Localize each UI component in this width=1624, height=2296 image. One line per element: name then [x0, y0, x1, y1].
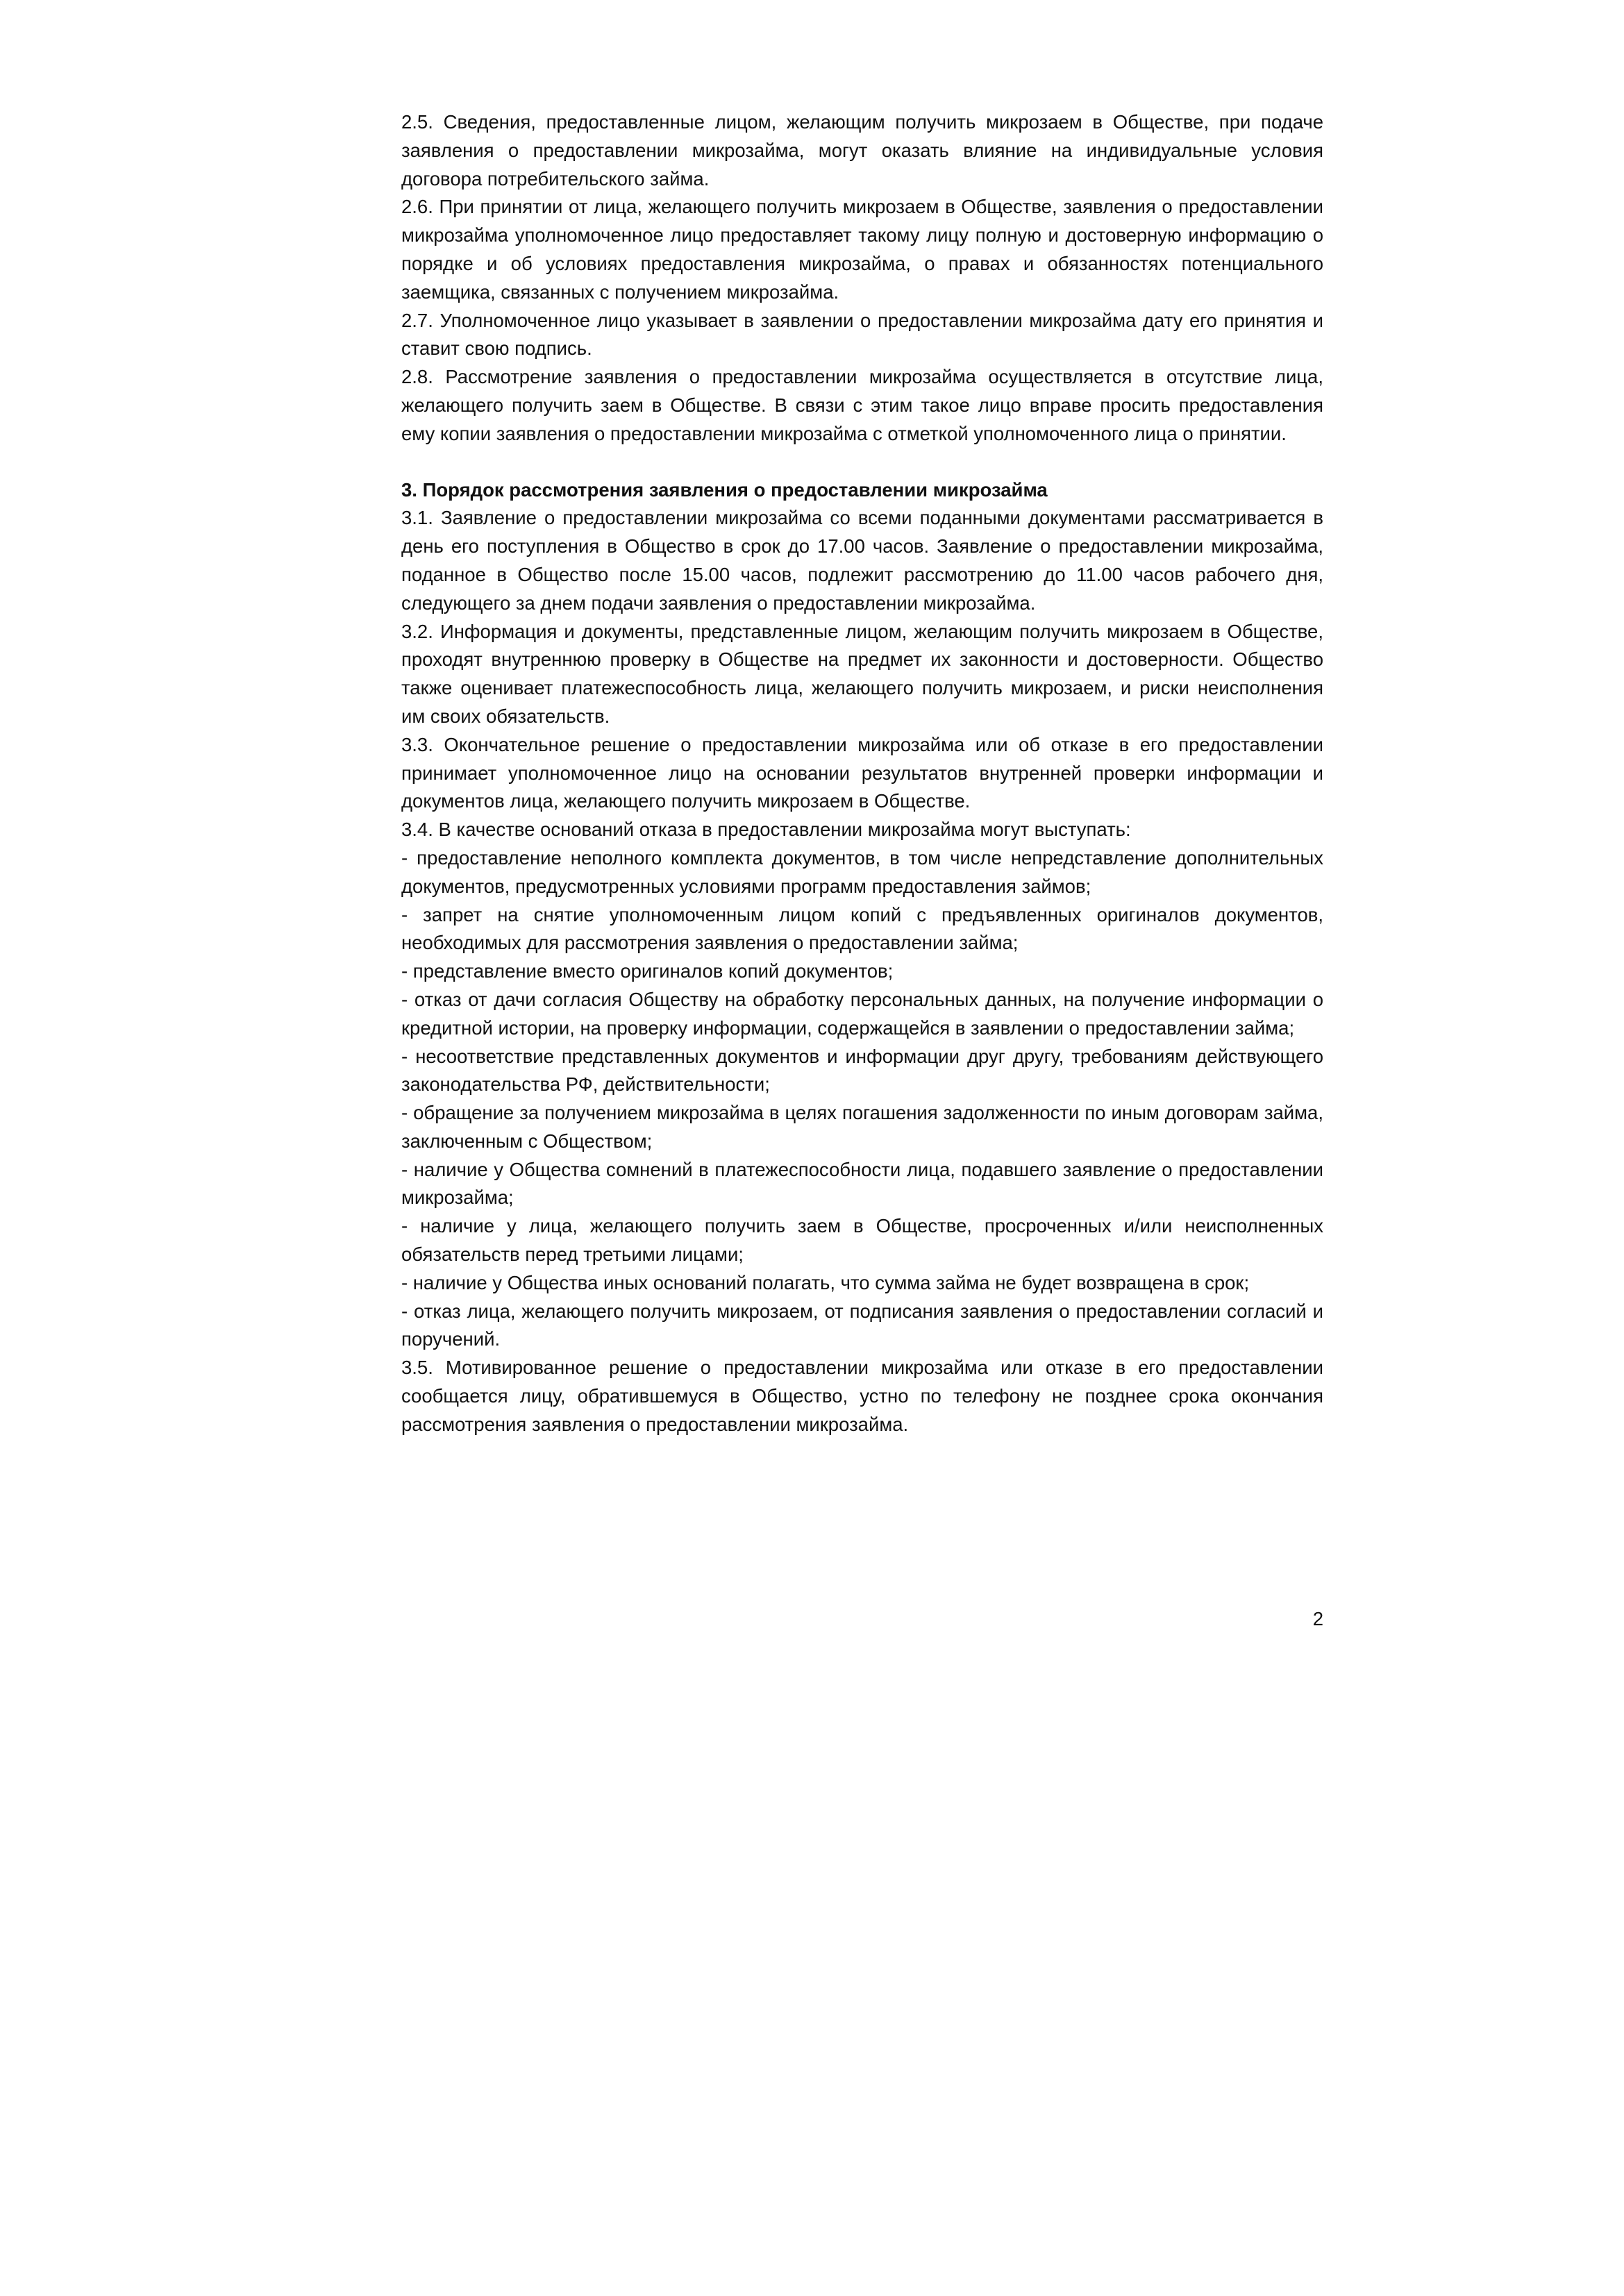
section-3-heading: 3. Порядок рассмотрения заявления о предоставлении микрозайма: [401, 478, 1048, 501]
list-item-incomplete-documents: - предоставление неполного комплекта документов, в том числе непредставление дополнительных документов, предусмотренных условиями программ предоставления займов;: [401, 846, 1323, 897]
paragraph-3-2: 3.2. Информация и документы, представленные лицом, желающим получить микрозаем в Обществе, проходят внутреннюю проверку в Обществе на предмет их законности и достоверности. Общество также оценивает платежеспособность лица, желающего получить микрозаем, и риски неисполнения им своих обязательств.: [401, 620, 1323, 727]
paragraphs-section-3: [401, 504, 1323, 1439]
paragraph-3-5: 3.5. Мотивированное решение о предоставлении микрозайма или отказе в его предоставлении сообщается лицу, обратившемуся в Общество, устно по телефону не позднее срока окончания рассмотрения заявления о предоставлении микрозайма.: [401, 1357, 1323, 1435]
paragraph-2-7: 2.7. Уполномоченное лицо указывает в заявлении о предоставлении микрозайма дату его принятия и ставит свою подпись.: [401, 309, 1323, 360]
paragraph-2-5: 2.5. Сведения, предоставленные лицом, желающим получить микрозаем в Обществе, при подаче заявления о предоставлении микрозайма, могут оказать влияние на индивидуальные условия договора потребительского займа.: [401, 111, 1323, 190]
page-number: 2: [1312, 1608, 1323, 1629]
list-item-solvency-doubts: - наличие у Общества сомнений в платежеспособности лица, подавшего заявление о предоставлении микрозайма;: [401, 1158, 1323, 1209]
list-item-consent-refusal: - отказ от дачи согласия Обществу на обработку персональных данных, на получение информации о кредитной истории, на проверку информации, содержащейся в заявлении о предоставлении займа;: [401, 988, 1323, 1039]
document-page: [401, 108, 1323, 1439]
list-item-inconsistency: - несоответствие представленных документов и информации друг другу, требованиям действующего законодательства РФ, действительности;: [401, 1045, 1323, 1096]
list-item-copy-ban: - запрет на снятие уполномоченным лицом копий с предъявленных оригиналов документов, необходимых для рассмотрения заявления о предоставлении займа;: [401, 903, 1323, 954]
list-item-other-grounds: - наличие у Общества иных оснований полагать, что сумма займа не будет возвращена в срок;: [401, 1271, 1250, 1293]
list-item-signature-refusal: - отказ лица, желающего получить микрозаем, от подписания заявления о предоставлении согласий и поручений.: [401, 1300, 1323, 1350]
list-item-debt-repayment: - обращение за получением микрозайма в целях погашения задолженности по иным договорам займа, заключенным с Обществом;: [401, 1102, 1323, 1152]
paragraph-2-8: 2.8. Рассмотрение заявления о предоставлении микрозайма осуществляется в отсутствие лица, желающего получить заем в Обществе. В связи с этим такое лицо вправе просить предоставления ему копии заявления о предоставлении микрозайма с отметкой уполномоченного лица о принятии.: [401, 366, 1323, 444]
list-item-overdue-obligations: - наличие у лица, желающего получить заем в Обществе, просроченных и/или неисполненных обязательств перед третьими лицами;: [401, 1215, 1323, 1266]
paragraph-2-6: 2.6. При принятии от лица, желающего получить микрозаем в Обществе, заявления о предоставлении микрозайма уполномоченное лицо предоставляет такому лицу полную и достоверную информацию о порядке и об условиях предоставления микрозайма, о правах и обязанностях потенциального заемщика, связанных с получением микрозайма.: [401, 196, 1323, 303]
paragraph-3-1: 3.1. Заявление о предоставлении микрозайма со всеми поданными документами рассматривается в день его поступления в Общество в срок до 17.00 часов. Заявление о предоставлении микрозайма, поданное в Общество после 15.00 часов, подлежит рассмотрению до 11.00 часов рабочего дня, следующего за днем подачи заявления о предоставлении микрозайма.: [401, 507, 1323, 614]
paragraph-3-3: 3.3. Окончательное решение о предоставлении микрозайма или об отказе в его предоставлении принимает уполномоченное лицо на основании результатов внутренней проверки информации и документов лица, желающего получить микрозаем в Обществе.: [401, 733, 1323, 812]
list-item-copies-instead-originals: - представление вместо оригиналов копий документов;: [401, 960, 894, 982]
paragraph-3-4: 3.4. В качестве оснований отказа в предоставлении микрозайма могут выступать:: [401, 819, 1131, 841]
paragraphs-top: [401, 108, 1323, 449]
